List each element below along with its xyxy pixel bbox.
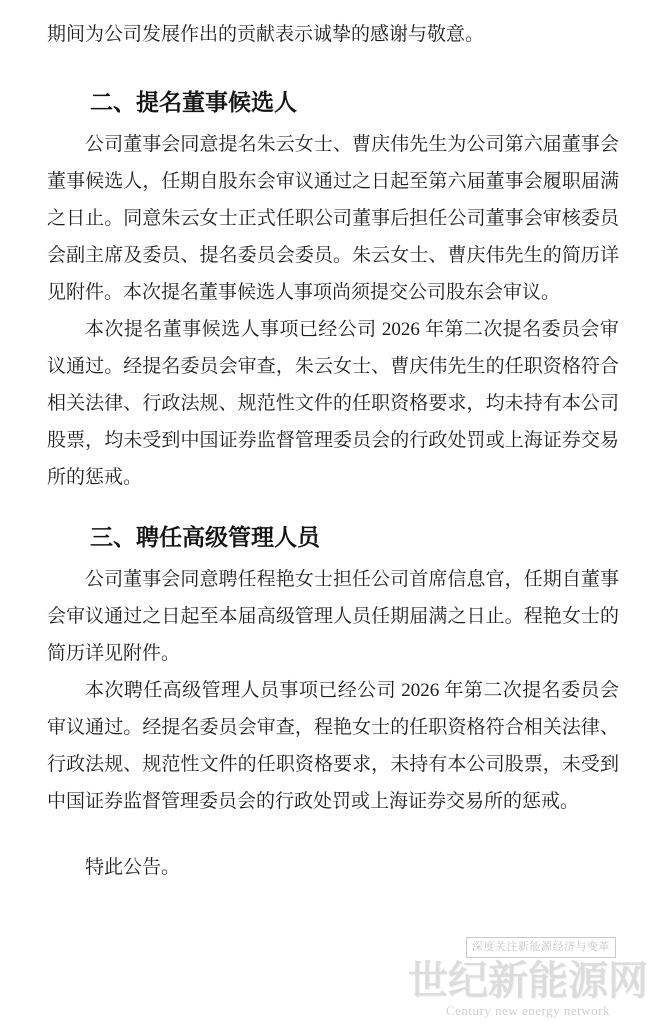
text-line: 特此公告。 xyxy=(85,857,181,878)
closing-statement xyxy=(47,849,619,886)
text-line: 中国证券监督管理委员会的行政处罚或上海证券交易所的惩戒。 xyxy=(47,791,580,812)
watermark-site-name: 世纪新能源网 xyxy=(408,959,648,1003)
watermark xyxy=(408,937,648,1018)
paragraph-appointment-committee-review xyxy=(47,672,619,820)
text-line: 之日止。同意朱云女士正式任职公司董事后担任公司董事会审核委员 xyxy=(47,208,619,229)
text-line: 简历详见附件。 xyxy=(47,643,181,664)
text-line: 会副主席及委员、提名委员会委员。朱云女士、曹庆伟先生的简历详 xyxy=(47,245,619,266)
text-line: 所的惩戒。 xyxy=(47,467,143,488)
watermark-tagline: 深度关注新能源经济与变革 xyxy=(466,937,616,958)
section-heading-nominate-directors: 二、提名董事候选人 xyxy=(90,90,297,115)
text-line: 本次提名董事候选人事项已经公司 2026 年第二次提名委员会审 xyxy=(85,319,619,340)
text-line: 审议通过。经提名委员会审查，程艳女士的任职资格符合相关法律、 xyxy=(47,717,619,738)
section-nominate-directors xyxy=(47,84,619,496)
paragraph-nomination-committee-review xyxy=(47,311,619,496)
document-body xyxy=(47,16,619,886)
text-line: 期间为公司发展作出的贡献表示诚挚的感谢与敬意。 xyxy=(47,24,485,45)
text-line: 议通过。经提名委员会审查，朱云女士、曹庆伟先生的任职资格符合 xyxy=(47,356,619,377)
text-line: 相关法律、行政法规、规范性文件的任职资格要求，均未持有本公司 xyxy=(47,393,619,414)
paragraph-intro-continuation xyxy=(47,16,619,53)
text-line: 公司董事会同意提名朱云女士、曹庆伟先生为公司第六届董事会 xyxy=(85,134,619,155)
text-line: 会审议通过之日起至本届高级管理人员任期届满之日止。程艳女士的 xyxy=(47,606,619,627)
section-appoint-senior-management xyxy=(47,519,619,820)
paragraph-appointment-details xyxy=(47,561,619,672)
text-line: 董事候选人，任期自股东会审议通过之日起至第六届董事会履职届满 xyxy=(47,171,619,192)
text-line: 公司董事会同意聘任程艳女士担任公司首席信息官，任期自董事 xyxy=(85,569,619,590)
text-line: 见附件。本次提名董事候选人事项尚须提交公司股东会审议。 xyxy=(47,282,561,303)
text-line: 行政法规、规范性文件的任职资格要求，未持有本公司股票，未受到 xyxy=(47,754,619,775)
watermark-site-name-english: Century new energy network xyxy=(445,1003,611,1018)
section-heading-appoint-senior-management: 三、聘任高级管理人员 xyxy=(90,525,320,550)
text-line: 本次聘任高级管理人员事项已经公司 2026 年第二次提名委员会 xyxy=(85,680,619,701)
paragraph-nomination-details xyxy=(47,126,619,311)
text-line: 股票，均未受到中国证券监督管理委员会的行政处罚或上海证券交易 xyxy=(47,430,619,451)
